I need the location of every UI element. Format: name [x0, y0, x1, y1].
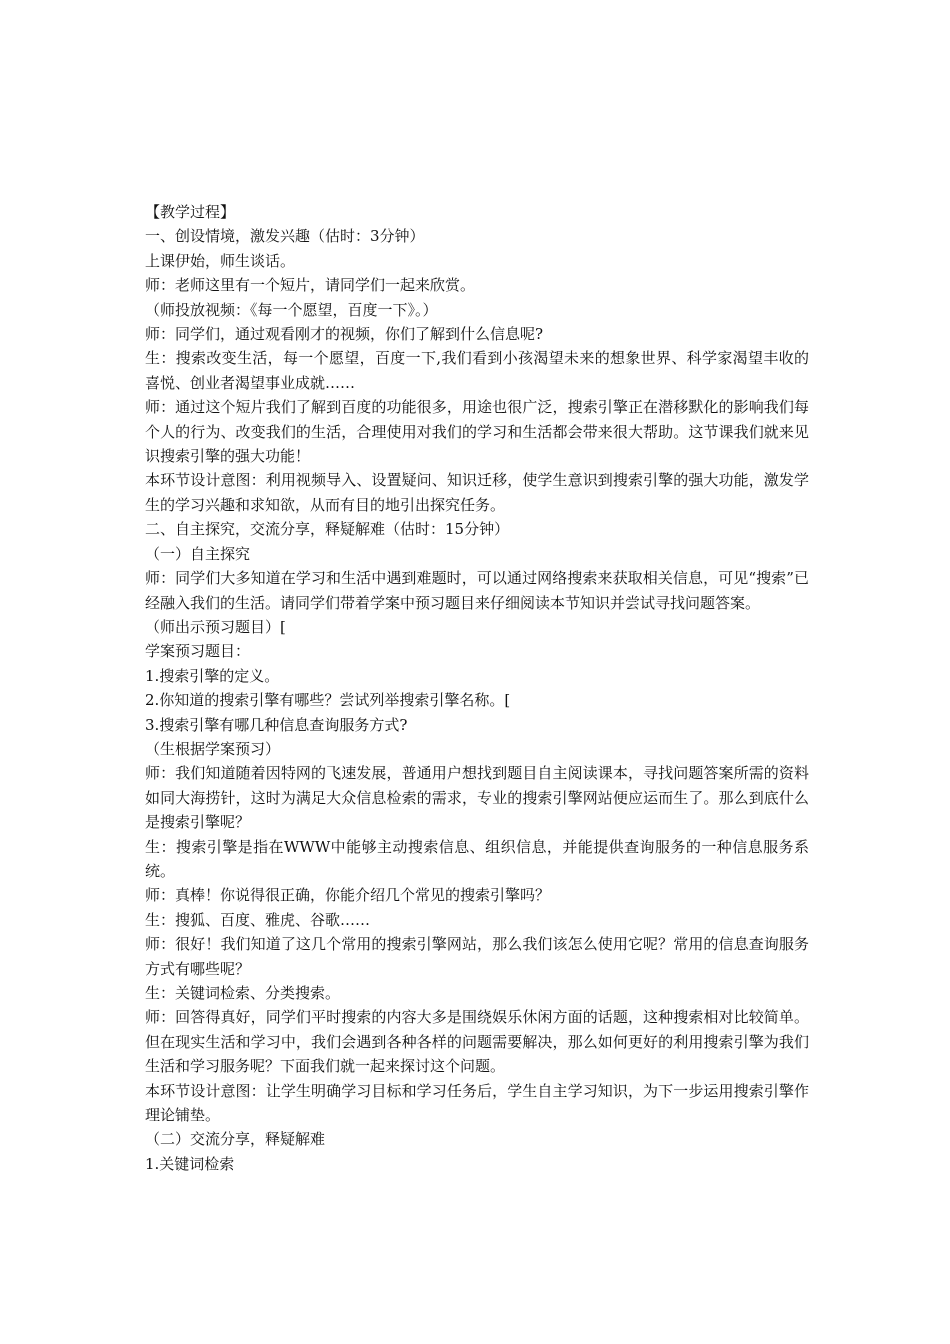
section-heading-teaching-process: 【教学过程】 [145, 203, 236, 221]
paragraph: 上课伊始，师生谈话。 [145, 251, 296, 270]
paragraph: 师：同学们大多知道在学习和生活中遇到难题时，可以通过网络搜索来获取相关信息，可见“搜索”已经融入我们的生活。请同学们带着学案中预习题目来仔细阅读本节知识并尝试寻找问题答案。 [145, 569, 809, 612]
section-heading-part-one: 一、创设情境，激发兴趣（估时：3分钟） [145, 227, 425, 246]
paragraph: 生：搜索改变生活，每一个愿望，百度一下,我们看到小孩渴望未来的想象世界、科学家渴望丰收的喜悦、创业者渴望事业成就…… [145, 349, 809, 392]
list-item: 3.搜索引擎有哪几种信息查询服务方式? [145, 715, 408, 734]
subsection-heading: （一）自主探究 [145, 544, 251, 563]
paragraph: （生根据学案预习） [145, 739, 281, 758]
paragraph: 学案预习题目： [145, 642, 251, 661]
paragraph: （师出示预习题目）[ [145, 617, 286, 636]
paragraph: 师：回答得真好，同学们平时搜索的内容大多是围绕娱乐休闲方面的话题，这种搜索相对比较简单。但在现实生活和学习中，我们会遇到各种各样的问题需要解决，那么如何更好的利用搜索引擎为我们生活和学习服务呢？下面我们就一起来探讨这个问题。 [145, 1008, 809, 1076]
paragraph: 生：搜狐、百度、雅虎、谷歌…… [145, 910, 371, 929]
section-heading-part-two: 二、自主探究，交流分享，释疑解难（估时：15分钟） [145, 520, 510, 539]
design-intent-paragraph: 本环节设计意图：利用视频导入、设置疑问、知识迁移，使学生意识到搜索引擎的强大功能，激发学生的学习兴趣和求知欲，从而有目的地引出探究任务。 [145, 471, 809, 514]
list-item: 1.关键词检索 [145, 1154, 235, 1173]
list-item: 2.你知道的搜索引擎有哪些？尝试列举搜索引擎名称。[ [145, 691, 511, 710]
paragraph: 师：我们知道随着因特网的飞速发展，普通用户想找到题目自主阅读课本，寻找问题答案所需的资料如同大海捞针，这时为满足大众信息检索的需求，专业的搜索引擎网站便应运而生了。那么到底什么是搜索引擎呢？ [145, 764, 809, 832]
paragraph: 师：同学们，通过观看刚才的视频，你们了解到什么信息呢? [145, 325, 544, 344]
paragraph: 生：搜索引擎是指在WWW中能够主动搜索信息、组织信息，并能提供查询服务的一种信息服务系统。 [145, 837, 809, 880]
paragraph: 生：关键词检索、分类搜索。 [145, 984, 341, 1002]
paragraph: 师：真棒！你说得很正确，你能介绍几个常见的搜索引擎吗？ [145, 886, 551, 905]
design-intent-paragraph: 本环节设计意图：让学生明确学习目标和学习任务后，学生自主学习知识，为下一步运用搜索引擎作理论铺垫。 [145, 1081, 809, 1125]
document-body [145, 200, 809, 1176]
paragraph: 师：通过这个短片我们了解到百度的功能很多，用途也很广泛，搜索引擎正在潜移默化的影响我们每个人的行为、改变我们的生活，合理使用对我们的学习和生活都会带来很大帮助。这节课我们就来见识搜索引擎的强大功能！ [145, 398, 809, 466]
list-item: 1.搜索引擎的定义。 [145, 666, 280, 685]
paragraph: （师投放视频：《每一个愿望，百度一下》。） [145, 300, 438, 319]
paragraph: 师：很好！我们知道了这几个常用的搜索引擎网站，那么我们该怎么使用它呢？常用的信息查询服务方式有哪些呢？ [145, 935, 809, 978]
paragraph: 师：老师这里有一个短片，请同学们一起来欣赏。 [145, 276, 476, 295]
subsection-heading: （二）交流分享，释疑解难 [145, 1130, 326, 1149]
